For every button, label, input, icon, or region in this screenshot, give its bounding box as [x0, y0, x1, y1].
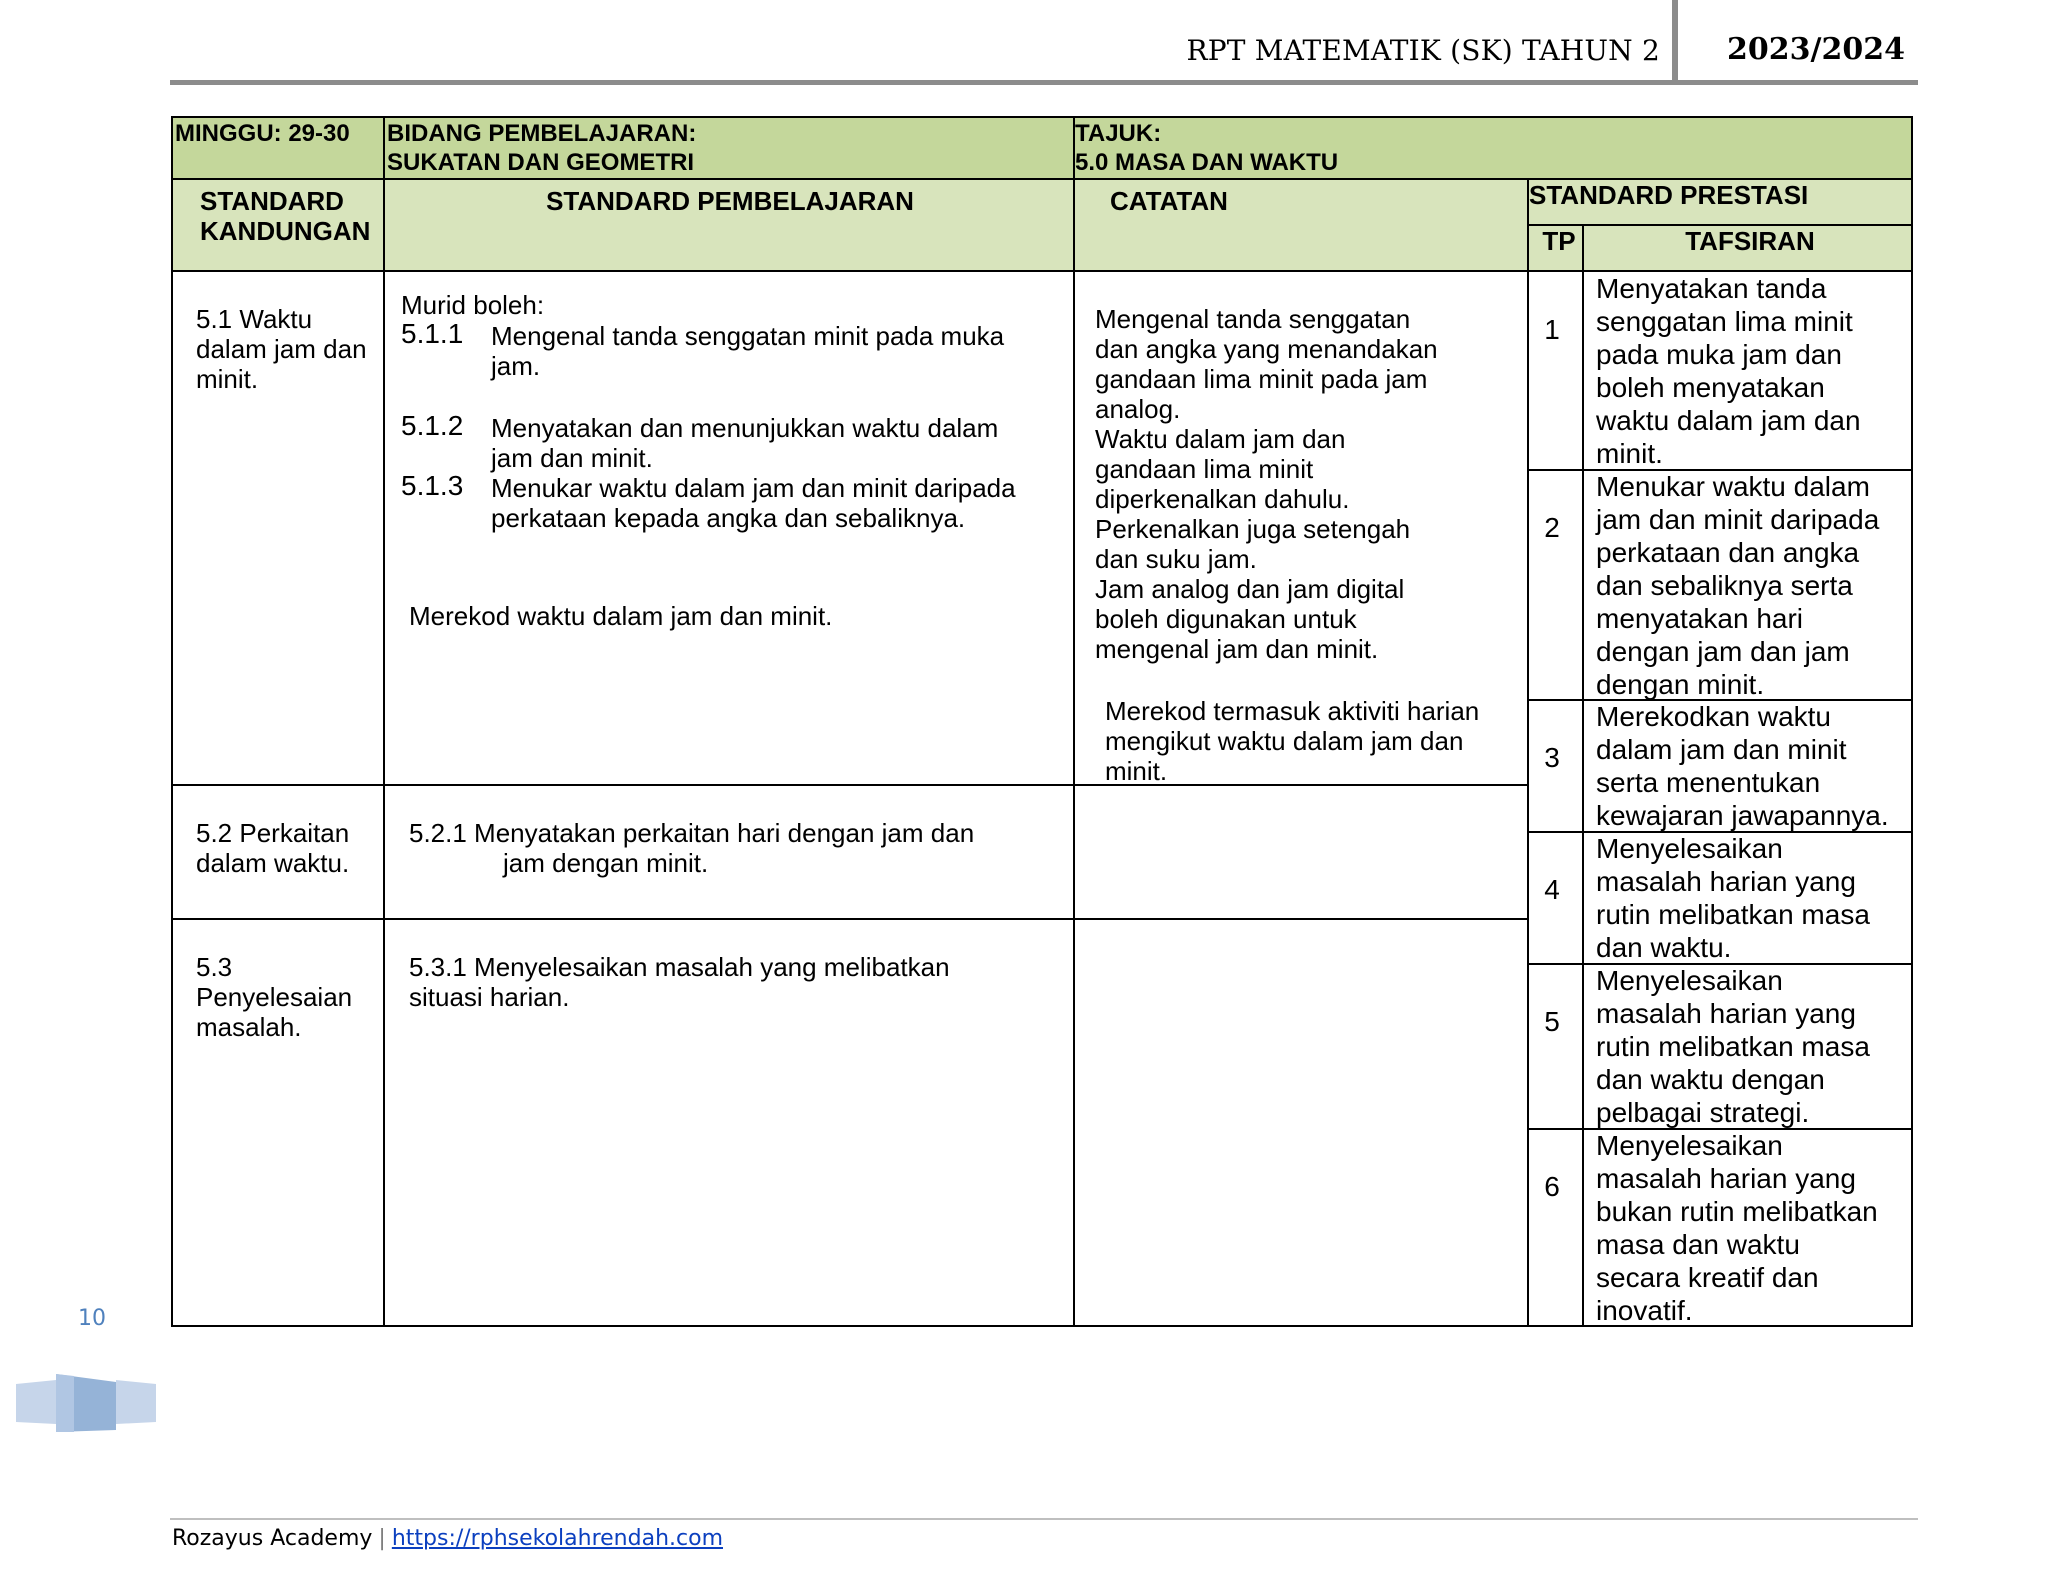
sk-line: Penyelesaian: [196, 982, 353, 1012]
tafsiran-line: pada muka jam dan: [1596, 339, 1842, 370]
sp-item-line: Menukar waktu dalam jam dan minit daripada: [491, 473, 1016, 503]
sk-5-3: [196, 952, 352, 1042]
tafsiran-line: Menyatakan tanda: [1596, 273, 1827, 304]
sp-item-line: Mengenal tanda senggatan minit pada muka: [491, 321, 1005, 351]
catatan-line: Merekod termasuk aktiviti harian: [1105, 696, 1480, 726]
tafsiran-line: masalah harian yang: [1596, 866, 1856, 897]
tafsiran-line: waktu dalam jam dan: [1596, 405, 1861, 436]
tafsiran-line: Merekodkan waktu: [1596, 701, 1832, 732]
catatan-line: boleh digunakan untuk: [1095, 604, 1357, 634]
tafsiran-text: [1596, 272, 1861, 470]
catatan-line: Mengenal tanda senggatan: [1095, 304, 1411, 334]
catatan-line: dan suku jam.: [1095, 544, 1257, 574]
catatan-line: mengenal jam dan minit.: [1095, 634, 1379, 664]
page-number: 10: [78, 1306, 106, 1331]
catatan-line: analog.: [1095, 394, 1181, 424]
tajuk-cell: [1075, 119, 1338, 177]
tafsiran-line: masalah harian yang: [1596, 998, 1856, 1029]
tafsiran-line: dan waktu dengan: [1596, 1064, 1825, 1095]
header-year: 2023/2024: [1727, 32, 1905, 67]
catatan-line: diperkenalkan dahulu.: [1095, 484, 1350, 514]
bidang-value: SUKATAN DAN GEOMETRI: [387, 149, 695, 176]
tafsiran-line: rutin melibatkan masa: [1596, 899, 1870, 930]
grid-line: [1582, 272, 1584, 1325]
bidang-cell: [387, 119, 696, 177]
tafsiran-line: serta menentukan: [1596, 767, 1821, 798]
sp-item-number: 5.1.1: [401, 318, 464, 349]
catatan-line: mengikut waktu dalam jam dan: [1105, 726, 1464, 756]
grid-line: [1073, 118, 1075, 1325]
col-standard-prestasi: STANDARD PRESTASI: [1529, 180, 1809, 210]
grid-line: [173, 918, 1529, 920]
tp-number: 2: [1544, 512, 1560, 543]
footer-link[interactable]: https://rphsekolahrendah.com: [391, 1526, 723, 1551]
tafsiran-line: dan waktu.: [1596, 932, 1732, 963]
grid-line: [383, 118, 385, 1325]
tafsiran-line: Menyelesaikan: [1596, 833, 1783, 864]
sp-item-line: perkataan kepada angka dan sebaliknya.: [491, 503, 966, 533]
tafsiran-line: dan sebaliknya serta: [1596, 570, 1853, 601]
sp-item-number: 5.1.3: [401, 470, 464, 501]
sk-line: dalam waktu.: [196, 848, 350, 878]
col-tp: TP: [1542, 226, 1576, 256]
catatan-line: gandaan lima minit: [1095, 454, 1314, 484]
footer: [172, 1526, 723, 1551]
tajuk-value: 5.0 MASA DAN WAKTU: [1075, 149, 1339, 176]
tp-number: 4: [1544, 874, 1560, 905]
sp-5-2-1: [409, 818, 974, 878]
sp-item-line: situasi harian.: [409, 982, 570, 1012]
sp-item-line: 5.3.1 Menyelesaikan masalah yang melibatkan: [409, 952, 950, 982]
footer-brand: Rozayus Academy: [172, 1526, 373, 1551]
sp-item-text: [491, 321, 1004, 381]
catatan-line: minit.: [1105, 756, 1168, 786]
grid-line: [173, 178, 1911, 180]
tafsiran-line: Menyelesaikan: [1596, 1130, 1783, 1161]
col-sk-line2: KANDUNGAN: [200, 216, 371, 246]
sp-intro: Murid boleh:: [401, 290, 545, 320]
col-tafsiran: TAFSIRAN: [1685, 226, 1815, 256]
tafsiran-text: [1596, 700, 1889, 832]
tafsiran-line: menyatakan hari: [1596, 603, 1804, 634]
col-catatan: CATATAN: [1110, 186, 1228, 216]
grid-line: [1527, 224, 1911, 226]
sk-line: 5.2 Perkaitan: [196, 818, 350, 848]
col-sk-line1: STANDARD: [200, 186, 344, 216]
catatan-line: Perkenalkan juga setengah: [1095, 514, 1411, 544]
catatan-block-1: [1095, 304, 1438, 664]
sk-5-2: [196, 818, 349, 878]
tp-number: 5: [1544, 1006, 1560, 1037]
tp-number: 3: [1544, 742, 1560, 773]
footer-separator: |: [378, 1526, 386, 1551]
sp-item-text: [491, 413, 998, 473]
sp-item-line: Menyatakan dan menunjukkan waktu dalam: [491, 413, 999, 443]
sk-line: minit.: [196, 364, 259, 394]
tafsiran-line: masa dan waktu: [1596, 1229, 1800, 1260]
sk-line: masalah.: [196, 1012, 302, 1042]
minggu-label: MINGGU: 29-30: [175, 120, 350, 147]
tafsiran-line: dalam jam dan minit: [1596, 734, 1847, 765]
tafsiran-line: inovatif.: [1596, 1295, 1693, 1326]
tafsiran-line: bukan rutin melibatkan: [1596, 1196, 1878, 1227]
col-standard-kandungan: [200, 186, 370, 246]
footer-rule: [170, 1518, 1918, 1520]
tafsiran-line: dengan minit.: [1596, 669, 1765, 700]
tafsiran-line: rutin melibatkan masa: [1596, 1031, 1870, 1062]
sp-item-text: [491, 473, 1016, 533]
tp-number: 1: [1544, 314, 1560, 345]
tafsiran-line: masalah harian yang: [1596, 1163, 1856, 1194]
tafsiran-line: boleh menyatakan: [1596, 372, 1825, 403]
sp-item-line: jam dengan minit.: [503, 848, 709, 878]
bidang-label: BIDANG PEMBELAJARAN:: [387, 120, 697, 147]
tafsiran-text: [1596, 470, 1879, 701]
prestasi-table: [1527, 270, 1913, 1327]
tafsiran-line: pelbagai strategi.: [1596, 1097, 1810, 1128]
catatan-block-2: [1105, 696, 1479, 786]
tafsiran-line: Menukar waktu dalam: [1596, 471, 1870, 502]
tafsiran-text: [1596, 832, 1870, 964]
sp-item-line: 5.2.1 Menyatakan perkaitan hari dengan jam dan: [409, 818, 975, 848]
tafsiran-text: [1596, 1129, 1878, 1327]
tafsiran-line: kewajaran jawapannya.: [1596, 800, 1889, 831]
sp-5-3-1: [409, 952, 950, 1012]
header-divider: [1672, 0, 1678, 82]
sk-line: dalam jam dan: [196, 334, 367, 364]
tafsiran-line: senggatan lima minit: [1596, 306, 1853, 337]
tafsiran-line: dengan jam dan jam: [1596, 636, 1850, 667]
catatan-line: gandaan lima minit pada jam: [1095, 364, 1428, 394]
catatan-line: Jam analog dan jam digital: [1095, 574, 1405, 604]
header-rule: [170, 80, 1918, 85]
sp-item-number: 5.1.2: [401, 410, 464, 441]
tp-number: 6: [1544, 1171, 1560, 1202]
sk-line: 5.3: [196, 952, 233, 982]
catatan-line: dan angka yang menandakan: [1095, 334, 1438, 364]
col-standard-pembelajaran: STANDARD PEMBELAJARAN: [546, 186, 914, 216]
catatan-line: Waktu dalam jam dan: [1095, 424, 1346, 454]
tafsiran-line: perkataan dan angka: [1596, 537, 1860, 568]
tafsiran-line: secara kreatif dan: [1596, 1262, 1819, 1293]
tafsiran-line: jam dan minit daripada: [1596, 504, 1880, 535]
header-title: RPT MATEMATIK (SK) TAHUN 2: [1186, 34, 1660, 67]
sp-item-line: jam dan minit.: [491, 443, 653, 473]
tafsiran-line: Menyelesaikan: [1596, 965, 1783, 996]
sp-extra: Merekod waktu dalam jam dan minit.: [409, 601, 833, 631]
tafsiran-line: minit.: [1596, 438, 1663, 469]
sk-line: 5.1 Waktu: [196, 304, 313, 334]
rpt-table: [171, 116, 1913, 1327]
sp-item-line: jam.: [491, 351, 541, 381]
tajuk-label: TAJUK:: [1075, 120, 1162, 147]
tafsiran-text: [1596, 964, 1870, 1129]
grid-line: [1582, 224, 1584, 272]
sk-5-1: [196, 304, 367, 394]
ribbon-decoration-icon: [16, 1372, 156, 1434]
